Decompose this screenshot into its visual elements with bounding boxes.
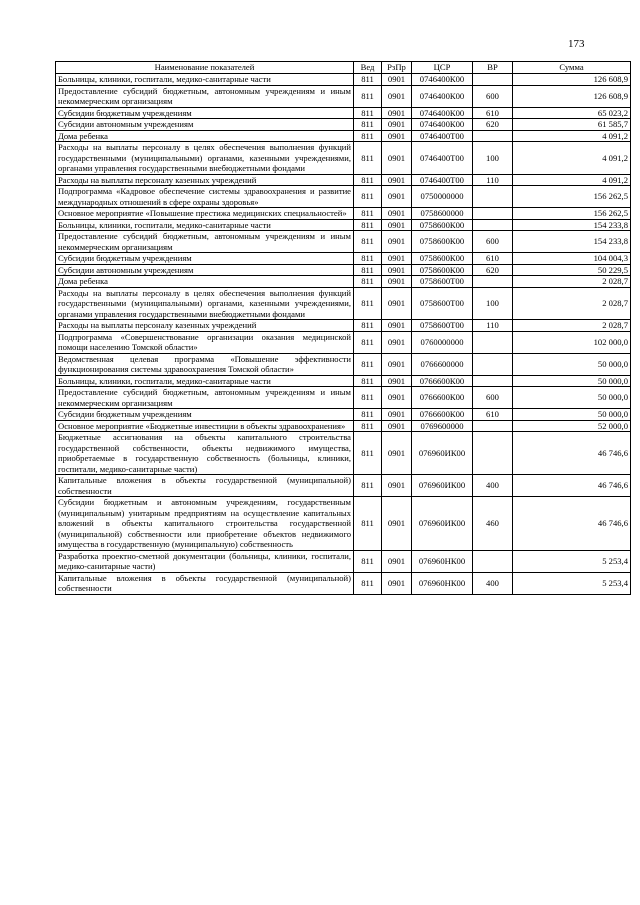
cell-sum: 52 000,0 — [513, 420, 631, 432]
header-vr: ВР — [473, 62, 513, 74]
table-row — [56, 287, 631, 320]
cell-vr — [473, 353, 513, 375]
cell-vr: 620 — [473, 119, 513, 131]
budget-table — [55, 61, 631, 595]
cell-name: Субсидии автономным учреждениям — [56, 119, 354, 131]
cell-vr: 600 — [473, 387, 513, 409]
cell-rzpr: 0901 — [382, 572, 412, 594]
cell-rzpr: 0901 — [382, 420, 412, 432]
cell-sum: 154 233,8 — [513, 219, 631, 231]
cell-csr: 0746400К00 — [412, 85, 473, 107]
cell-name: Субсидии бюджетным учреждениям — [56, 253, 354, 265]
cell-rzpr: 0901 — [382, 287, 412, 320]
table-row — [56, 119, 631, 131]
cell-vr: 100 — [473, 142, 513, 175]
cell-vr: 620 — [473, 264, 513, 276]
cell-csr: 0746400К00 — [412, 107, 473, 119]
cell-rzpr: 0901 — [382, 387, 412, 409]
cell-ved: 811 — [354, 74, 382, 86]
table-row — [56, 85, 631, 107]
cell-vr: 600 — [473, 85, 513, 107]
cell-vr: 610 — [473, 107, 513, 119]
cell-sum: 46 746,6 — [513, 432, 631, 475]
cell-csr: 0746400Т00 — [412, 130, 473, 142]
cell-rzpr: 0901 — [382, 142, 412, 175]
cell-name: Основное мероприятие «Повышение престижа медицинских специальностей» — [56, 208, 354, 220]
cell-name: Предоставление субсидий бюджетным, автономным учреждениям и иным некоммерческим организациям — [56, 231, 354, 253]
cell-csr: 076960НК00 — [412, 572, 473, 594]
cell-ved: 811 — [354, 119, 382, 131]
cell-vr: 400 — [473, 475, 513, 497]
table-row — [56, 432, 631, 475]
cell-rzpr: 0901 — [382, 475, 412, 497]
table-row — [56, 375, 631, 387]
cell-rzpr: 0901 — [382, 219, 412, 231]
cell-name: Основное мероприятие «Бюджетные инвестиции в объекты здравоохранения» — [56, 420, 354, 432]
cell-name: Больницы, клиники, госпитали, медико-санитарные части — [56, 375, 354, 387]
cell-sum: 65 023,2 — [513, 107, 631, 119]
table-row — [56, 130, 631, 142]
cell-vr — [473, 186, 513, 208]
cell-rzpr: 0901 — [382, 353, 412, 375]
cell-vr: 100 — [473, 287, 513, 320]
table-body — [56, 74, 631, 595]
table-row — [56, 186, 631, 208]
cell-rzpr: 0901 — [382, 432, 412, 475]
cell-csr: 0766600К00 — [412, 375, 473, 387]
table-row — [56, 219, 631, 231]
cell-rzpr: 0901 — [382, 186, 412, 208]
cell-sum: 50 000,0 — [513, 353, 631, 375]
cell-csr: 0758600Т00 — [412, 276, 473, 288]
table-row — [56, 497, 631, 551]
cell-ved: 811 — [354, 174, 382, 186]
cell-ved: 811 — [354, 142, 382, 175]
header-name: Наименование показателей — [56, 62, 354, 74]
page-number: 173 — [568, 38, 585, 50]
cell-rzpr: 0901 — [382, 497, 412, 551]
cell-vr — [473, 208, 513, 220]
cell-vr: 110 — [473, 174, 513, 186]
cell-vr: 610 — [473, 253, 513, 265]
cell-sum: 2 028,7 — [513, 276, 631, 288]
table-row — [56, 174, 631, 186]
table-row — [56, 409, 631, 421]
cell-csr: 0746400К00 — [412, 74, 473, 86]
cell-rzpr: 0901 — [382, 550, 412, 572]
cell-sum: 4 091,2 — [513, 130, 631, 142]
cell-ved: 811 — [354, 572, 382, 594]
table-row — [56, 253, 631, 265]
cell-csr: 0769600000 — [412, 420, 473, 432]
cell-vr: 610 — [473, 409, 513, 421]
cell-name: Субсидии бюджетным и автономным учреждениям, государственным (муниципальным) унитарным предприятиям на осуществление капитальных вложений в объекты капитального строительства государственной (муниципальной) собственности или приобретение объектов недвижимого имущества в государственную (муниципальную) собственность — [56, 497, 354, 551]
cell-ved: 811 — [354, 253, 382, 265]
cell-sum: 61 585,7 — [513, 119, 631, 131]
cell-name: Предоставление субсидий бюджетным, автономным учреждениям и иным некоммерческим организациям — [56, 85, 354, 107]
cell-name: Разработка проектно-сметной документации (больницы, клиники, госпитали, медико-санитарные части) — [56, 550, 354, 572]
cell-rzpr: 0901 — [382, 320, 412, 332]
cell-ved: 811 — [354, 264, 382, 276]
cell-ved: 811 — [354, 387, 382, 409]
cell-name: Субсидии автономным учреждениям — [56, 264, 354, 276]
cell-csr: 0760000000 — [412, 331, 473, 353]
cell-ved: 811 — [354, 231, 382, 253]
cell-ved: 811 — [354, 219, 382, 231]
header-sum: Сумма — [513, 62, 631, 74]
cell-vr — [473, 432, 513, 475]
cell-sum: 156 262,5 — [513, 186, 631, 208]
cell-name: Ведомственная целевая программа «Повышение эффективности функционирования системы здравоохранения Томской области» — [56, 353, 354, 375]
cell-rzpr: 0901 — [382, 208, 412, 220]
cell-rzpr: 0901 — [382, 231, 412, 253]
cell-csr: 0758600К00 — [412, 264, 473, 276]
table-row — [56, 320, 631, 332]
cell-ved: 811 — [354, 276, 382, 288]
cell-ved: 811 — [354, 320, 382, 332]
cell-csr: 0746400Т00 — [412, 174, 473, 186]
cell-ved: 811 — [354, 409, 382, 421]
cell-name: Дома ребенка — [56, 276, 354, 288]
table-header-row — [56, 62, 631, 74]
cell-vr — [473, 375, 513, 387]
cell-sum: 46 746,6 — [513, 497, 631, 551]
table-row — [56, 231, 631, 253]
cell-csr: 076960ИК00 — [412, 497, 473, 551]
cell-csr: 0766600К00 — [412, 409, 473, 421]
cell-csr: 076960НК00 — [412, 550, 473, 572]
header-rzpr: РзПр — [382, 62, 412, 74]
cell-csr: 0766600К00 — [412, 387, 473, 409]
cell-vr — [473, 74, 513, 86]
cell-rzpr: 0901 — [382, 375, 412, 387]
cell-sum: 50 000,0 — [513, 409, 631, 421]
cell-sum: 126 608,9 — [513, 85, 631, 107]
cell-name: Капитальные вложения в объекты государственной (муниципальной) собственности — [56, 572, 354, 594]
cell-name: Капитальные вложения в объекты государственной (муниципальной) собственности — [56, 475, 354, 497]
cell-ved: 811 — [354, 85, 382, 107]
cell-csr: 076960ИК00 — [412, 432, 473, 475]
cell-sum: 4 091,2 — [513, 142, 631, 175]
cell-sum: 50 000,0 — [513, 387, 631, 409]
table-row — [56, 353, 631, 375]
cell-ved: 811 — [354, 331, 382, 353]
cell-sum: 126 608,9 — [513, 74, 631, 86]
cell-csr: 0766600000 — [412, 353, 473, 375]
cell-ved: 811 — [354, 375, 382, 387]
cell-ved: 811 — [354, 432, 382, 475]
cell-rzpr: 0901 — [382, 74, 412, 86]
cell-vr — [473, 420, 513, 432]
cell-csr: 0746400К00 — [412, 119, 473, 131]
cell-sum: 5 253,4 — [513, 572, 631, 594]
cell-vr — [473, 331, 513, 353]
cell-csr: 0758600К00 — [412, 231, 473, 253]
cell-rzpr: 0901 — [382, 174, 412, 186]
table-row — [56, 420, 631, 432]
cell-rzpr: 0901 — [382, 107, 412, 119]
cell-name: Подпрограмма «Кадровое обеспечение системы здравоохранения и развитие международных отношений в сфере охраны здоровья» — [56, 186, 354, 208]
cell-csr: 076960ИК00 — [412, 475, 473, 497]
cell-sum: 154 233,8 — [513, 231, 631, 253]
cell-csr: 0758600К00 — [412, 253, 473, 265]
cell-vr — [473, 219, 513, 231]
cell-csr: 0750000000 — [412, 186, 473, 208]
cell-name: Предоставление субсидий бюджетным, автономным учреждениям и иным некоммерческим организациям — [56, 387, 354, 409]
cell-sum: 5 253,4 — [513, 550, 631, 572]
cell-sum: 104 004,3 — [513, 253, 631, 265]
cell-vr: 460 — [473, 497, 513, 551]
cell-vr — [473, 550, 513, 572]
table-row — [56, 264, 631, 276]
cell-rzpr: 0901 — [382, 331, 412, 353]
cell-sum: 4 091,2 — [513, 174, 631, 186]
table-row — [56, 276, 631, 288]
cell-name: Субсидии бюджетным учреждениям — [56, 107, 354, 119]
table-row — [56, 107, 631, 119]
cell-name: Больницы, клиники, госпитали, медико-санитарные части — [56, 74, 354, 86]
cell-csr: 0746400Т00 — [412, 142, 473, 175]
cell-rzpr: 0901 — [382, 85, 412, 107]
table-row — [56, 387, 631, 409]
cell-ved: 811 — [354, 475, 382, 497]
cell-name: Бюджетные ассигнования на объекты капитального строительства государственной собственности, объекты недвижимого имущества, приобретаемые в государственную собственность (больницы, клиники, госпитали, медико-санитарные части) — [56, 432, 354, 475]
cell-vr: 110 — [473, 320, 513, 332]
cell-rzpr: 0901 — [382, 130, 412, 142]
cell-sum: 2 028,7 — [513, 287, 631, 320]
cell-vr: 400 — [473, 572, 513, 594]
cell-sum: 50 000,0 — [513, 375, 631, 387]
table-row — [56, 74, 631, 86]
cell-rzpr: 0901 — [382, 264, 412, 276]
table-row — [56, 331, 631, 353]
table-row — [56, 475, 631, 497]
cell-name: Субсидии бюджетным учреждениям — [56, 409, 354, 421]
cell-rzpr: 0901 — [382, 276, 412, 288]
cell-ved: 811 — [354, 497, 382, 551]
cell-rzpr: 0901 — [382, 409, 412, 421]
cell-rzpr: 0901 — [382, 253, 412, 265]
table-row — [56, 572, 631, 594]
cell-sum: 156 262,5 — [513, 208, 631, 220]
cell-ved: 811 — [354, 186, 382, 208]
cell-ved: 811 — [354, 550, 382, 572]
cell-name: Больницы, клиники, госпитали, медико-санитарные части — [56, 219, 354, 231]
cell-name: Подпрограмма «Совершенствование организации оказания медицинской помощи населению Томской области» — [56, 331, 354, 353]
cell-sum: 2 028,7 — [513, 320, 631, 332]
cell-csr: 0758600Т00 — [412, 320, 473, 332]
cell-name: Расходы на выплаты персоналу казенных учреждений — [56, 174, 354, 186]
cell-ved: 811 — [354, 107, 382, 119]
cell-ved: 811 — [354, 420, 382, 432]
cell-name: Расходы на выплаты персоналу в целях обеспечения выполнения функций государственными (муниципальными) органами, казенными учреждениями, органами управления государственными внебюджетными фондами — [56, 142, 354, 175]
table-row — [56, 208, 631, 220]
cell-sum: 46 746,6 — [513, 475, 631, 497]
cell-name: Расходы на выплаты персоналу казенных учреждений — [56, 320, 354, 332]
cell-vr — [473, 276, 513, 288]
cell-csr: 0758600Т00 — [412, 287, 473, 320]
cell-vr: 600 — [473, 231, 513, 253]
cell-ved: 811 — [354, 130, 382, 142]
cell-csr: 0758600000 — [412, 208, 473, 220]
cell-sum: 50 229,5 — [513, 264, 631, 276]
cell-ved: 811 — [354, 208, 382, 220]
cell-ved: 811 — [354, 353, 382, 375]
cell-rzpr: 0901 — [382, 119, 412, 131]
cell-sum: 102 000,0 — [513, 331, 631, 353]
header-ved: Вед — [354, 62, 382, 74]
table-row — [56, 142, 631, 175]
cell-csr: 0758600К00 — [412, 219, 473, 231]
table-row — [56, 550, 631, 572]
cell-name: Дома ребенка — [56, 130, 354, 142]
header-csr: ЦСР — [412, 62, 473, 74]
cell-name: Расходы на выплаты персоналу в целях обеспечения выполнения функций государственными (муниципальными) органами, казенными учреждениями, органами управления государственными внебюджетными фондами — [56, 287, 354, 320]
cell-vr — [473, 130, 513, 142]
cell-ved: 811 — [354, 287, 382, 320]
